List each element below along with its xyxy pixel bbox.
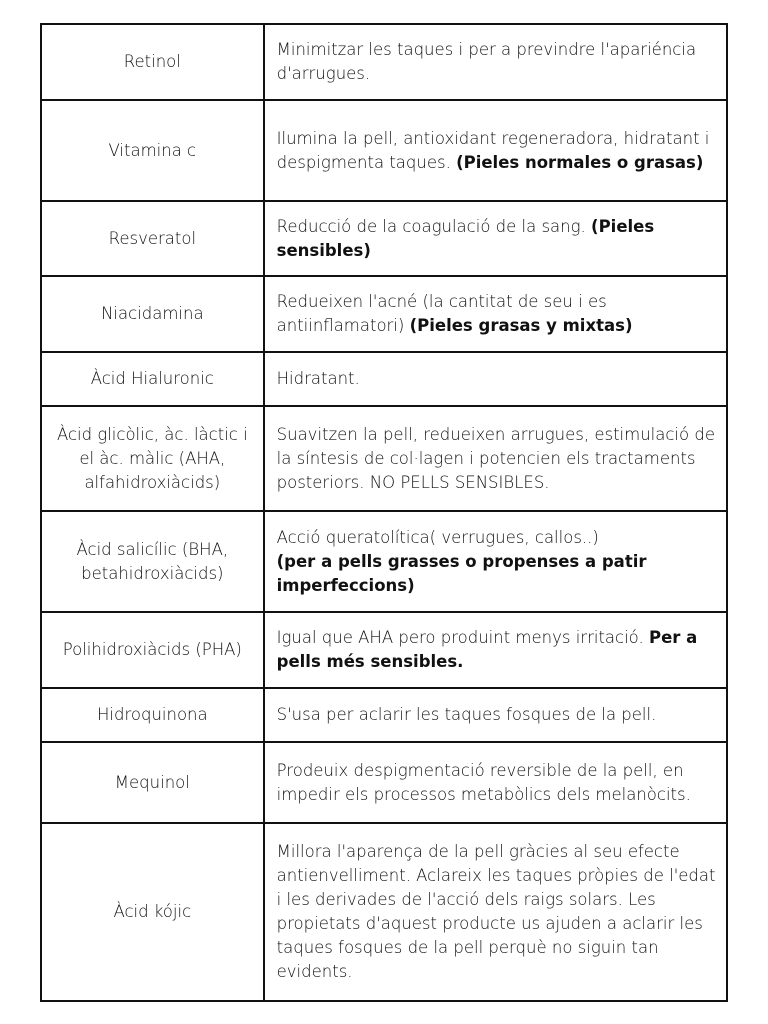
table-row xyxy=(41,201,727,276)
ingredient-description xyxy=(264,742,727,823)
skin-type-note: Per a pells més sensibles. xyxy=(276,628,698,671)
description-text: S'usa per aclarir les taques fosques de la pell. xyxy=(276,705,657,724)
ingredient-name: Mequinol xyxy=(41,742,264,823)
table-row xyxy=(41,612,727,688)
description-text: Prodeuix despigmentació reversible de la pell, en impedir els processos metabòlics dels melanòcits. xyxy=(276,760,691,804)
ingredient-description xyxy=(264,688,727,742)
ingredient-description xyxy=(264,511,727,612)
description-text: Millora l'aparença de la pell gràcies al seu efecte antienvelliment. Aclareix les taques pròpies de l'edat i les derivades de l'acció dels raigs solars. Les propietats d'aquest producte us ajuden a aclarir les taques fosques de la pell perquè no siguin tan evidents. xyxy=(276,842,716,981)
skin-type-note: (Pieles grasas y mixtas) xyxy=(409,316,633,335)
description-text: Acció queratolítica( verrugues, callos..) xyxy=(276,527,599,547)
ingredient-description xyxy=(264,823,727,1001)
table-row xyxy=(41,688,727,742)
ingredient-name: Niacidamina xyxy=(41,276,264,352)
table-row xyxy=(41,823,727,1001)
description-text: Suavitzen la pell, redueixen arrugues, estimulació de la síntesis de col·lagen i potencien els tractaments posteriors. NO PELLS SENSIBLES. xyxy=(276,424,715,492)
table-row xyxy=(41,406,727,511)
ingredient-name: Àcid glicòlic, àc. làctic i el àc. màlic (AHA, alfahidroxiàcids) xyxy=(41,406,264,511)
ingredient-name: Àcid salicílic (BHA, betahidroxiàcids) xyxy=(41,511,264,612)
description-text: Reducció de la coagulació de la sang. xyxy=(276,216,592,236)
ingredient-description xyxy=(264,406,727,511)
ingredient-name: Vitamina c xyxy=(41,100,264,201)
ingredient-description xyxy=(264,612,727,688)
table-row xyxy=(41,100,727,201)
ingredient-description xyxy=(264,352,727,406)
ingredient-name: Polihidroxiàcids (PHA) xyxy=(41,612,264,688)
table-row xyxy=(41,276,727,352)
ingredient-description xyxy=(264,24,727,100)
ingredient-name: Hidroquinona xyxy=(41,688,264,742)
description-text: Igual que AHA pero produint menys irritació. xyxy=(276,628,649,647)
ingredient-name: Retinol xyxy=(41,24,264,100)
ingredients-table xyxy=(40,23,728,1002)
table-row xyxy=(41,24,727,100)
ingredient-description xyxy=(264,201,727,276)
skin-type-note: (per a pells grasses o propenses a patir imperfeccions) xyxy=(276,551,647,595)
ingredient-description xyxy=(264,100,727,201)
table-row xyxy=(41,352,727,406)
description-text: Redueixen l'acné (la cantitat de seu i es antiinflamatori) xyxy=(276,292,607,335)
table-row xyxy=(41,511,727,612)
skin-type-note: (Pieles normales o grasas) xyxy=(456,152,704,172)
ingredient-description xyxy=(264,276,727,352)
ingredient-name: Àcid kójic xyxy=(41,823,264,1001)
ingredient-name: Àcid Hialuronic xyxy=(41,352,264,406)
description-text: Ilumina la pell, antioxidant regeneradora, hidratant i despigmenta taques. xyxy=(276,128,710,172)
table-row xyxy=(41,742,727,823)
ingredient-name: Resveratol xyxy=(41,201,264,276)
description-text: Hidratant. xyxy=(276,369,360,388)
skin-type-note: (Pieles sensibles) xyxy=(276,216,655,260)
description-text: Minimitzar les taques i per a previndre l'apariéncia d'arrugues. xyxy=(276,40,697,83)
